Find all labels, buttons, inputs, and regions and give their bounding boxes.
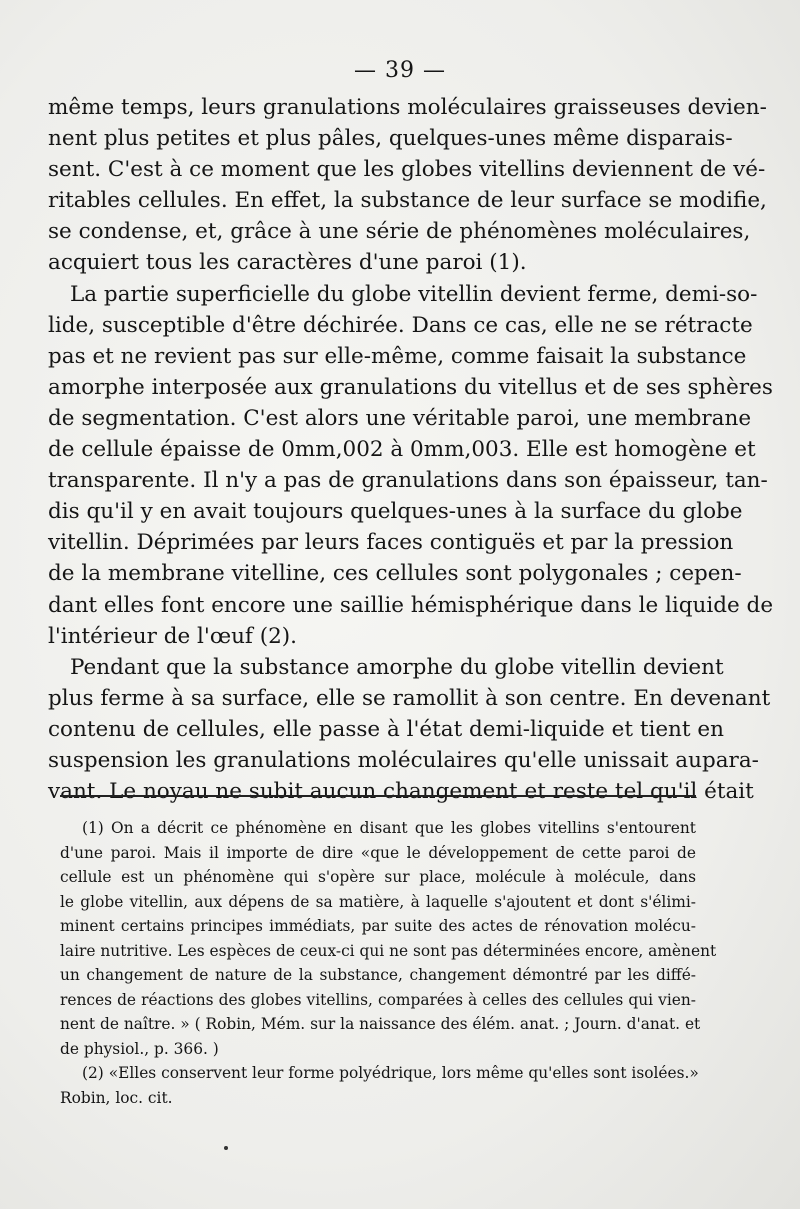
body-line: transparente. Il n'y a pas de granulations dans son épaisseur, tan- <box>48 468 768 494</box>
footnote-line: cellule est un phénomène qui s'opère sur place, molécule à molécule, dans <box>60 868 696 886</box>
body-line: Pendant que la substance amorphe du globe vitellin devient <box>70 654 724 680</box>
body-line: dis qu'il y en avait toujours quelques-unes à la surface du globe <box>48 499 743 525</box>
footnote-line: rences de réactions des globes vitellins, comparées à celles des cellules qui vien- <box>60 990 696 1009</box>
footnote-line: Robin, loc. cit. <box>60 1088 173 1107</box>
body-line: lide, susceptible d'être déchirée. Dans ce cas, elle ne se rétracte <box>48 312 753 338</box>
body-line: de la membrane vitelline, ces cellules sont polygonales ; cepen- <box>48 561 742 587</box>
footnote-line: laire nutritive. Les espèces de ceux-ci qui ne sont pas déterminées encore, amènent <box>60 941 717 960</box>
body-line: même temps, leurs granulations moléculaires graisseuses devien- <box>48 95 767 120</box>
body-line: l'intérieur de l'œuf (2). <box>48 623 298 649</box>
body-line: contenu de cellules, elle passe à l'état demi-liquide et tient en <box>48 716 724 742</box>
body-line: vitellin. Déprimées par leurs faces contiguës et par la pression <box>48 530 734 556</box>
body-line: de cellule épaisse de 0mm,002 à 0mm,003. Elle est homogène et <box>48 437 756 463</box>
footnote-line: le globe vitellin, aux dépens de sa matière, à laquelle s'ajoutent et dont s'élimi- <box>60 892 696 911</box>
body-line: vant. Le noyau ne subit aucun changement et reste tel qu'il était <box>48 779 754 805</box>
footnote-line: d'une paroi. Mais il importe de dire «que le développement de cette paroi de <box>60 843 696 862</box>
body-line: ritables cellules. En effet, la substance de leur surface se modifie, <box>48 188 767 214</box>
footnotes <box>60 816 717 1110</box>
footnote-line: minent certains principes immédiats, par suite des actes de rénovation molécu- <box>60 917 696 935</box>
print-speck <box>224 1146 228 1150</box>
footnote-divider <box>60 795 696 797</box>
body-line: dant elles font encore une saillie hémisphérique dans le liquide de <box>48 592 774 618</box>
body-line: suspension les granulations moléculaires qu'elle unissait aupara- <box>48 747 759 773</box>
body-line: plus ferme à sa surface, elle se ramollit à son centre. En devenant <box>48 685 771 711</box>
page-number: — 39 — <box>354 58 446 83</box>
footnote-line: de physiol., p. 366. ) <box>60 1039 219 1058</box>
body-line: La partie superficielle du globe vitellin devient ferme, demi-so- <box>70 281 758 307</box>
body-line: de segmentation. C'est alors une véritable paroi, une membrane <box>48 405 752 431</box>
footnote-line: (2) «Elles conservent leur forme polyédrique, lors même qu'elles sont isolées.» <box>82 1064 699 1082</box>
body-line: pas et ne revient pas sur elle-même, comme faisait la substance <box>48 343 747 369</box>
body-line: se condense, et, grâce à une série de phénomènes moléculaires, <box>48 219 751 245</box>
footnote-line: nent de naître. » ( Robin, Mém. sur la naissance des élém. anat. ; Journ. d'anat. et <box>60 1015 701 1033</box>
footnote-line: (1) On a décrit ce phénomène en disant que les globes vitellins s'entourent <box>82 819 696 837</box>
body-line: sent. C'est à ce moment que les globes vitellins deviennent de vé- <box>48 157 766 183</box>
footnote-line: un changement de nature de la substance, changement démontré par les diffé- <box>60 966 696 984</box>
body-line: nent plus petites et plus pâles, quelques-unes même disparais- <box>48 126 733 152</box>
body-line: amorphe interposée aux granulations du vitellus et de ses sphères <box>48 374 773 400</box>
body-text <box>48 92 774 807</box>
body-line: acquiert tous les caractères d'une paroi (1). <box>48 250 527 276</box>
